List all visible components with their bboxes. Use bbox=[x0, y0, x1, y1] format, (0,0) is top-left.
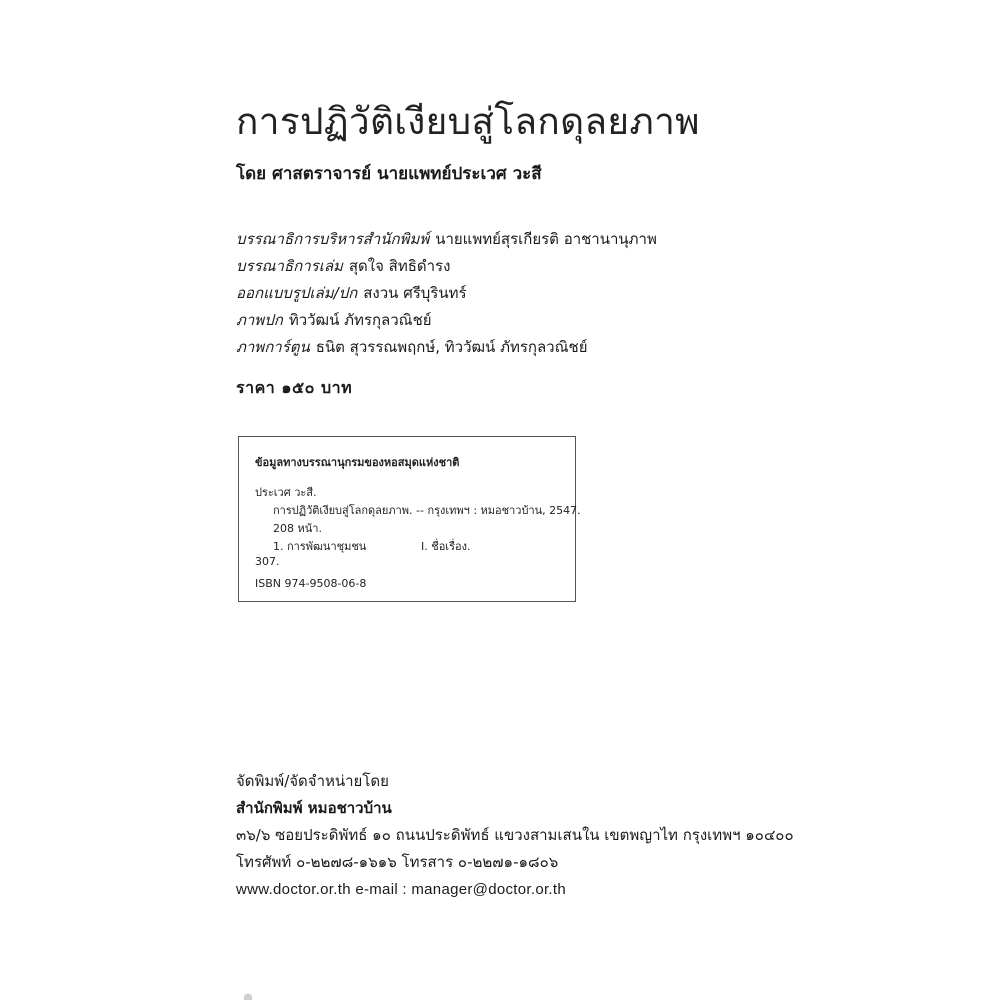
cip-isbn: ISBN 974-9508-06-8 bbox=[255, 577, 367, 590]
cip-heading: ข้อมูลทางบรรณานุกรมของหอสมุดแห่งชาติ bbox=[255, 456, 460, 469]
book-price: ราคา ๑๕๐ บาท bbox=[236, 378, 353, 397]
cip-pages: 208 หน้า. bbox=[273, 522, 322, 535]
cip-data-box bbox=[238, 436, 581, 602]
page-edge-mark bbox=[244, 994, 252, 1000]
credit-role: ภาพปก bbox=[236, 311, 283, 329]
credits-list bbox=[236, 226, 657, 361]
cip-author: ประเวศ วะสี. bbox=[255, 486, 317, 499]
credit-cartoons bbox=[236, 334, 657, 361]
credit-person: นายแพทย์สุรเกียรติ อาชานานุภาพ bbox=[435, 230, 657, 248]
publisher-phone: โทรศัพท์ ๐-๒๒๗๘-๑๖๑๖ โทรสาร ๐-๒๒๗๑-๑๘๐๖ bbox=[236, 853, 559, 871]
credit-role: บรรณาธิการเล่ม bbox=[236, 257, 343, 275]
credit-layout-designer bbox=[236, 280, 657, 307]
credit-role: ภาพการ์ตูน bbox=[236, 338, 310, 356]
credit-person: สุดใจ สิทธิดำรง bbox=[348, 257, 451, 275]
publisher-address: ๓๖/๖ ซอยประดิพัทธ์ ๑๐ ถนนประดิพัทธ์ แขวงสามเสนใน เขตพญาไท กรุงเทพฯ ๑๐๔๐๐ bbox=[236, 826, 794, 844]
credit-person: สงวน ศรีบุรินทร์ bbox=[363, 284, 467, 302]
cip-title: การปฏิวัติเงียบสู่โลกดุลยภาพ. -- กรุงเทพฯ : หมอชาวบ้าน, 2547. bbox=[273, 504, 581, 517]
book-title: การปฏิวัติเงียบสู่โลกดุลยภาพ bbox=[236, 100, 700, 143]
credit-person: ธนิต สุวรรณพฤกษ์, ทิววัฒน์ ภัทรกุลวณิชย์ bbox=[315, 338, 588, 356]
publisher-section bbox=[236, 768, 794, 903]
publisher-web-email: www.doctor.or.th e-mail : manager@doctor.or.th bbox=[236, 881, 567, 898]
credit-person: ทิววัฒน์ ภัทรกุลวณิชย์ bbox=[288, 311, 432, 329]
cip-title-entry: I. ชื่อเรื่อง. bbox=[421, 540, 471, 553]
credit-role: ออกแบบรูปเล่ม/ปก bbox=[236, 284, 358, 302]
cip-class-number: 307. bbox=[255, 555, 280, 568]
book-author: โดย ศาสตราจารย์ นายแพทย์ประเวศ วะสี bbox=[236, 164, 542, 184]
credit-executive-editor bbox=[236, 226, 657, 253]
cip-subject: 1. การพัฒนาชุมชน bbox=[273, 540, 367, 553]
credit-volume-editor bbox=[236, 253, 657, 280]
credit-role: บรรณาธิการบริหารสำนักพิมพ์ bbox=[236, 230, 430, 248]
publisher-label: จัดพิมพ์/จัดจำหน่ายโดย bbox=[236, 772, 389, 790]
credit-cover-art bbox=[236, 307, 657, 334]
publisher-name: สำนักพิมพ์ หมอชาวบ้าน bbox=[236, 799, 392, 817]
